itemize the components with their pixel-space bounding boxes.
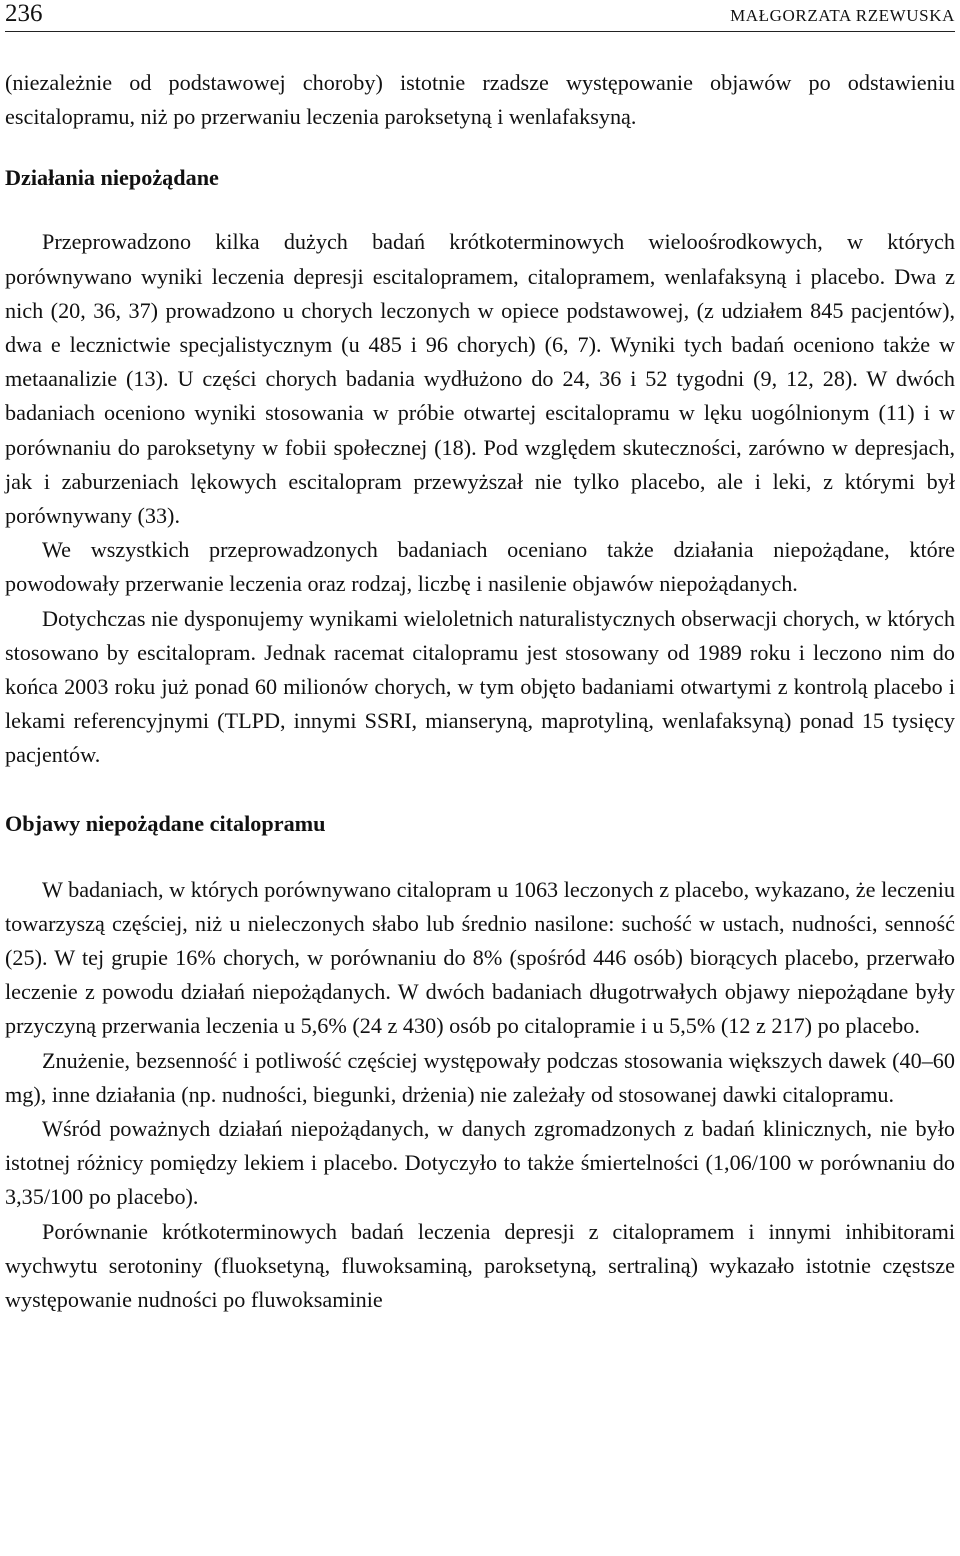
paragraph: Wśród poważnych działań niepożądanych, w danych zgromadzonych z badań klinicznych, nie było istotnej różnicy pomiędzy lekiem i placebo. Dotyczyło to także śmiertelności (1,06/100 w porównaniu do 3,35/100 po placebo).	[5, 1116, 955, 1210]
page	[5, 0, 955, 1317]
continued-paragraph: (niezależnie od podstawowej choroby) istotnie rzadsze występowanie objawów po odstawieniu escitalopramu, niż po przerwaniu leczenia paroksetyną i wenlafaksyną.	[5, 70, 955, 130]
article-body	[5, 66, 955, 1317]
paragraph: We wszystkich przeprowadzonych badaniach oceniano także działania niepożądane, które powodowały przerwanie leczenia oraz rodzaj, liczbę i nasilenie objawów niepożądanych.	[5, 537, 955, 597]
paragraph: Przeprowadzono kilka dużych badań krótkoterminowych wieloośrodkowych, w których porównywano wyniki leczenia depresji escitalopramem, citalopramem, wenlafaksyną i placebo. Dwa z nich (20, 36, 37) prowadzono u chorych leczonych w opiece podstawowej, (z udziałem 845 pacjentów), dwa e lecznictwie specjalistycznym (u 485 i 96 chorych) (6, 7). Wyniki tych badań oceniono także w metaanalizie (13). U części chorych badania wydłużono do 24, 36 i 52 tygodni (9, 12, 28). W dwóch badaniach oceniono wyniki stosowania w próbie otwartej escitalopramu w lęku uogólnionym (11) i w porównaniu do paroksetyny w fobii społecznej (18). Pod względem skuteczności, zarówno w depresjach, jak i zaburzeniach lękowych escitalopram przewyższał nie tylko placebo, ale i leki, z którymi był porównywany (33).	[5, 229, 955, 529]
paragraph: W badaniach, w których porównywano citalopram u 1063 leczonych z placebo, wykazano, że leczeniu towarzyszą częściej, niż u nieleczonych słabo lub średnio nasilone: suchość w ustach, nudności, senność (25). W tej grupie 16% chorych, w porównaniu do 8% (spośród 446 osób) biorących placebo, przerwało leczenie z powodu działań niepożądanych. W dwóch badaniach długotrwałych objawy niepożądane były przyczyną przerwania leczenia u 5,6% (24 z 430) osób po citalopramie i u 5,5% (12 z 217) po placebo.	[5, 876, 955, 1039]
paragraph: Porównanie krótkoterminowych badań leczenia depresji z citalopramem i innymi inhibitorami wychwytu serotoniny (fluoksetyną, fluwoksaminą, paroksetyną, sertraliną) wykazało istotnie częstsze występowanie nudności po fluwoksaminie	[5, 1218, 955, 1313]
page-number: 236	[5, 0, 43, 27]
section-heading-adverse-effects: Działania niepożądane	[5, 165, 219, 191]
running-header	[5, 0, 955, 32]
running-head-author: MAŁGORZATA RZEWUSKA	[730, 6, 955, 25]
paragraph: Dotychczas nie dysponujemy wynikami wieloletnich naturalistycznych obserwacji chorych, w których stosowano by escitalopram. Jednak racemat citalopramu jest stosowany od 1989 roku i leczono nim do końca 2003 roku już ponad 60 milionów chorych, w tym objęto badaniami otwartymi z kontrolą placebo i lekami referencyjnymi (TLPD, innymi SSRI, mianseryną, maprotyliną, wenlafaksyną) ponad 15 tysięcy pacjentów.	[5, 605, 955, 768]
section-heading-citalopram-adverse-effects: Objawy niepożądane citalopramu	[5, 810, 326, 836]
paragraph: Znużenie, bezsenność i potliwość częściej występowały podczas stosowania większych dawek (40–60 mg), inne działania (np. nudności, biegunki, drżenia) nie zależały od stosowanej dawki citalopramu.	[5, 1047, 955, 1107]
